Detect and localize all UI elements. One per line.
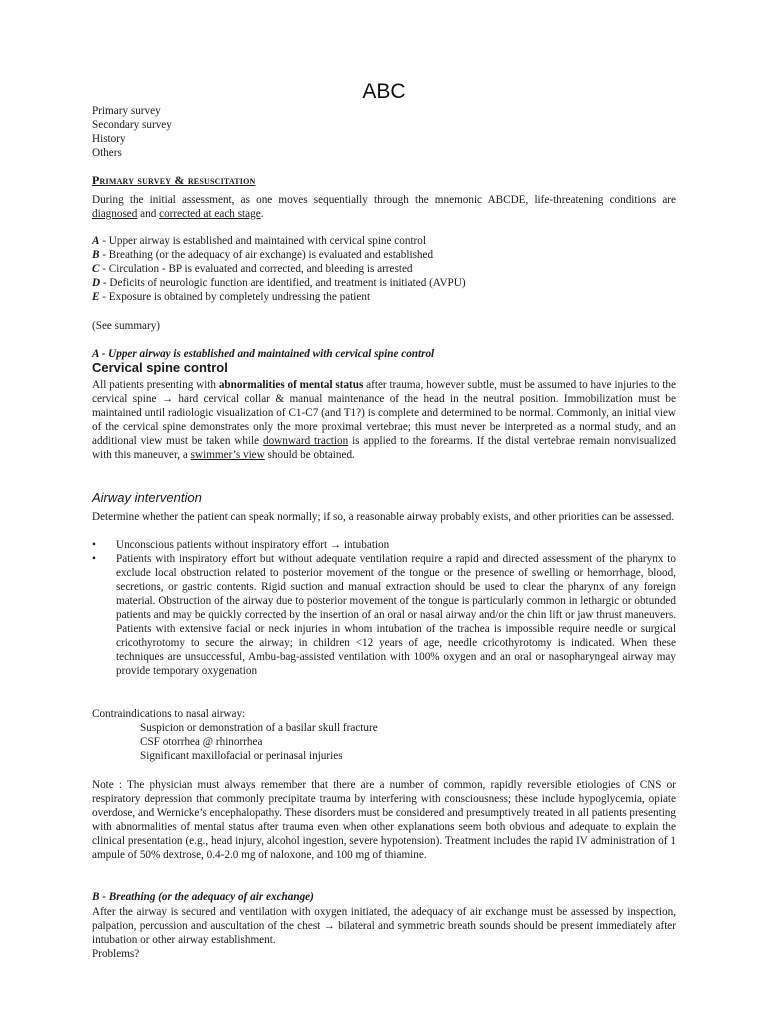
airway-intervention-heading: Airway intervention (92, 490, 202, 505)
abcde-item: D - Deficits of neurologic function are identified, and treatment is initiated (AVPU) (92, 277, 466, 289)
page-title: ABC (362, 80, 406, 103)
section-a-heading: A - Upper airway is established and maintained with cervical spine control (92, 348, 435, 360)
abcde-list (92, 234, 466, 304)
see-summary-note: (See summary) (92, 320, 161, 332)
abcde-item: A - Upper airway is established and maintained with cervical spine control (92, 235, 426, 247)
abcde-item: C - Circulation - BP is evaluated and corrected, and bleeding is arrested (92, 263, 413, 275)
note-paragraph: Note : The physician must always remember that there are a number of common, rapidly reversible etiologies of CNS or respiratory depression that commonly precipitate trauma by interfering with consciousness; these include hypoglycemia, opiate overdose, and Wernicke’s encephalopathy. These disorders must be considered and presumptively treated in all patients presenting with abnormalities of mental status after trauma even when other explanations seem both obvious and adequate to explain the clinical presentation (e.g., head injury, alcohol ingestion, severe hypotension). Treatment includes the rapid IV administration of 1 ampule of 50% dextrose, 0.4-2.0 mg of naloxone, and 100 mg of thiamine. (92, 779, 676, 861)
abcde-item: E - Exposure is obtained by completely undressing the patient (92, 291, 371, 303)
list-item: CSF otorrhea @ rhinorrhea (140, 736, 263, 748)
underlined-diagnosed: diagnosed (92, 208, 138, 220)
breathing-paragraph: After the airway is secured and ventilation with oxygen initiated, the adequacy of air exchange must be assessed by inspection, palpation, percussion and auscultation of the chest → bilateral and symmetric breath sounds should be present immediately after intubation or other airway establishment. (92, 906, 676, 946)
airway-bullet-list (92, 538, 676, 678)
underlined-downward-traction: downward traction (262, 435, 349, 447)
toc-item: Others (92, 147, 122, 159)
contraindications-list (92, 721, 378, 763)
toc-item: History (92, 133, 126, 145)
abcde-item: B - Breathing (or the adequacy of air exchange) is evaluated and established (92, 249, 434, 261)
toc-item: Primary survey (92, 105, 161, 117)
contraindications-heading: Contraindications to nasal airway: (92, 708, 246, 720)
list-item: Suspicion or demonstration of a basilar skull fracture (140, 722, 378, 734)
list-item: Significant maxillofacial or perinasal injuries (140, 750, 343, 762)
contraindications (92, 707, 378, 763)
airway-paragraph: Determine whether the patient can speak normally; if so, a reasonable airway probably exists, and other priorities can be assessed. (92, 511, 675, 523)
list-item: • Patients with inspiratory effort but without adequate ventilation require a rapid and directed assessment of the pharynx to exclude local obstruction related to posterior movement of the tongue or the presence of swelling or hemorrhage, blood, secretions, or gastric contents. Rigid suction and manual extraction should be used to clear the pharynx of any foreign material. Obstruction of the airway due to posterior movement of the tongue is particularly common in lethargic or obtunded patients and may be quickly corrected by the insertion of an oral or nasal airway and/or the chin lift or jaw thrust maneuvers. Patients with extensive facial or neck injuries in whom intubation of the trachea is impossible require needle or surgical cricothyrotomy to secure the airway; in children <12 years of age, needle cricothyrotomy is indicated. When these techniques are unsuccessful, Ambu-bag-assisted ventilation with 100% oxygen and an oral or nasopharyngeal airway may provide temporary oxygenation (92, 552, 676, 678)
list-item: • Unconscious patients without inspiratory effort → intubation (92, 538, 676, 552)
bold-mental-status: abnormalities of mental status (218, 379, 364, 391)
primary-intro-paragraph: During the initial assessment, as one moves sequentially through the mnemonic ABCDE, life-threatening conditions are diagnosed and corrected at each stage. (92, 194, 676, 220)
section-b-heading: B - Breathing (or the adequacy of air exchange) (92, 891, 314, 903)
underlined-corrected: corrected at each stage (159, 208, 261, 220)
section-heading-primary-survey: Primary survey & resuscitation (92, 173, 256, 187)
cervical-spine-paragraph: All patients presenting with abnormalities of mental status after trauma, however subtle, must be assumed to have injuries to the cervical spine → hard cervical collar & manual maintenance of the head in the neutral position. Immobilization must be maintained until radiologic visualization of C1-C7 (and T1?) is complete and determined to be normal. Commonly, an initial view of the cervical spine demonstrates only the more proximal vertebrae; this must never be interpreted as a normal study, and an additional view must be taken while downward traction is applied to the forearms. If the distal vertebrae remain nonvisualized with this maneuver, a swimmer’s view should be obtained. (92, 379, 676, 461)
toc-item: Secondary survey (92, 119, 172, 131)
cervical-spine-heading: Cervical spine control (92, 360, 228, 375)
underlined-swimmers-view: swimmer’s view (190, 449, 265, 461)
problems-text: Problems? (92, 948, 140, 960)
table-of-contents (92, 104, 172, 160)
